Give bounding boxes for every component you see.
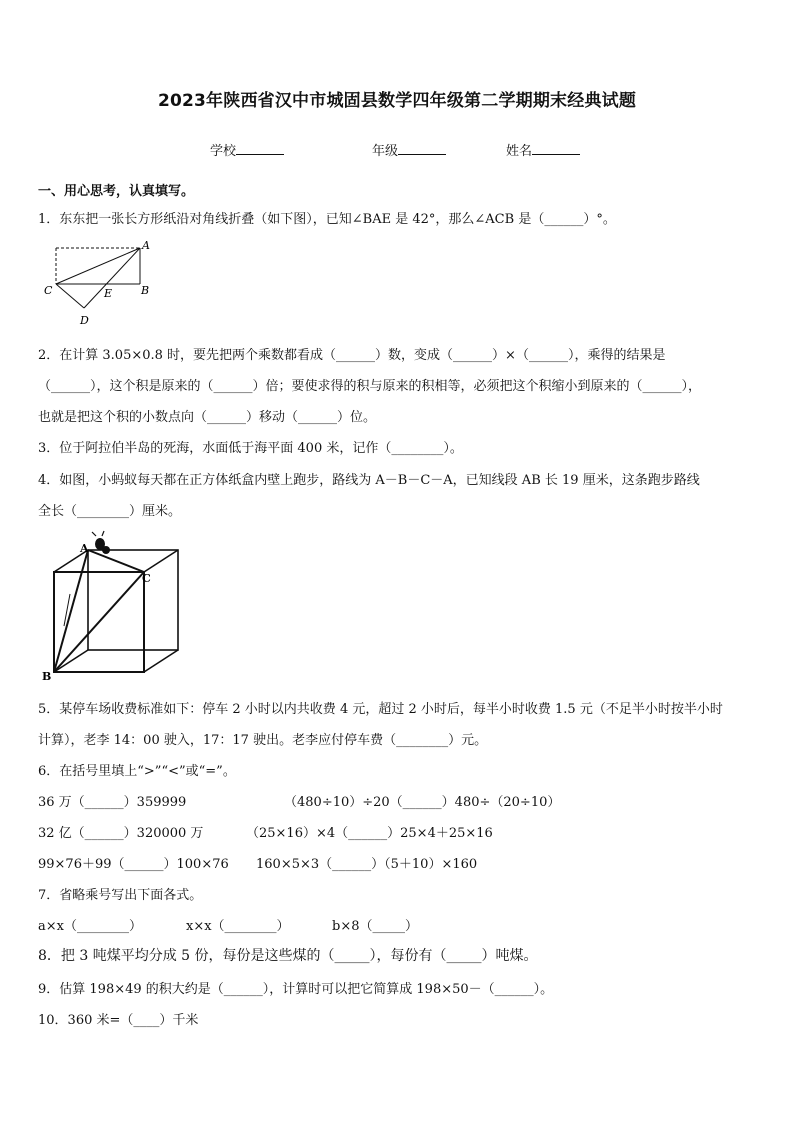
path-ca xyxy=(88,550,144,572)
question-5-line-1: 5．某停车场收费标准如下：停车 2 小时以内共收费 4 元，超过 2 小时后，每半小时收费 1.5 元（不足半小时按半小时 xyxy=(38,702,723,717)
question-3: 3．位于阿拉伯半岛的死海，水面低于海平面 400 米，记作（________）。 xyxy=(38,441,463,456)
question-4-line-1: 4．如图，小蚂蚁每天都在正方体纸盒内壁上跑步，路线为 A－B－C－A，已知线段 AB 长 19 厘米，这条跑步路线 xyxy=(38,473,700,488)
grade-label: 年级 xyxy=(372,144,399,159)
edge-cd xyxy=(56,284,84,308)
page-title: 2023年陕西省汉中市城固县数学四年级第二学期期末经典试题 xyxy=(157,91,637,111)
question-6-row-2-left: 32 亿（______）320000 万 xyxy=(38,826,204,841)
cube-figure xyxy=(40,530,190,682)
question-6-row-1-left: 36 万（______）359999 xyxy=(38,795,187,810)
label-d: D xyxy=(80,314,89,327)
cube-back-face xyxy=(88,550,178,650)
cube-edge-br xyxy=(144,650,178,672)
question-6-row-3-right: 160×5×3（______）（5＋10）×160 xyxy=(256,857,478,872)
question-5-line-2: 计算），老李 14：00 驶入，17：17 驶出。老李应付停车费（________）元。 xyxy=(38,733,488,748)
question-7-item-3: b×8（_____） xyxy=(332,919,418,934)
cube-edge-tr xyxy=(144,550,178,572)
question-6-row-2-right: （25×16）×4（______）25×4＋25×16 xyxy=(246,826,493,841)
name-blank xyxy=(532,142,580,155)
label-a: A xyxy=(142,239,150,252)
cube-label-a: A xyxy=(80,542,89,555)
section-heading: 一、用心思考，认真填写。 xyxy=(38,184,195,199)
question-2-line-3: 也就是把这个积的小数点向（______）移动（______）位。 xyxy=(38,410,377,425)
school-field xyxy=(210,140,284,159)
name-field xyxy=(506,140,580,159)
label-c: C xyxy=(44,284,53,297)
question-6-intro: 6．在括号里填上“>”“<”或“=”。 xyxy=(38,764,236,779)
question-4-line-2: 全长（________）厘米。 xyxy=(38,504,182,519)
name-label: 姓名 xyxy=(506,144,533,159)
school-label: 学校 xyxy=(210,144,237,159)
question-7-item-2: x×x（________） xyxy=(186,919,290,934)
grade-blank xyxy=(398,142,446,155)
question-6-row-3-left: 99×76＋99（______）100×76 xyxy=(38,857,229,872)
cube-label-b: B xyxy=(42,670,52,682)
question-7-intro: 7．省略乘号写出下面各式。 xyxy=(38,888,203,903)
question-10: 10．360 米=（____）千米 xyxy=(38,1013,199,1028)
question-8: 8．把 3 吨煤平均分成 5 份，每份是这些煤的（_____），每份有（_____）吨煤。 xyxy=(38,948,538,964)
question-9: 9．估算 198×49 的积大约是（______），计算时可以把它简算成 198×50－（______）。 xyxy=(38,982,554,997)
label-b: B xyxy=(141,284,150,297)
question-2-line-1: 2．在计算 3.05×0.8 时，要先把两个乘数都看成（______）数，变成（______）×（______），乘得的结果是 xyxy=(38,348,666,363)
question-1: 1．东东把一张长方形纸沿对角线折叠（如下图），已知∠BAE 是 42°，那么∠ACB 是（______）°。 xyxy=(38,212,616,227)
question-2-line-2: （______），这个积是原来的（______）倍；要使求得的积与原来的积相等，必须把这个积缩小到原来的（______）， xyxy=(38,379,702,394)
grade-field xyxy=(372,140,446,159)
cube-label-c: C xyxy=(142,572,151,585)
diagonal-ca xyxy=(56,248,140,284)
school-blank xyxy=(236,142,284,155)
question-6-row-1-right: （480÷10）÷20（______）480÷（20÷10） xyxy=(284,795,561,810)
label-e: E xyxy=(104,287,113,300)
question-7-item-1: a×x（________） xyxy=(38,919,142,934)
fold-figure xyxy=(40,236,160,328)
